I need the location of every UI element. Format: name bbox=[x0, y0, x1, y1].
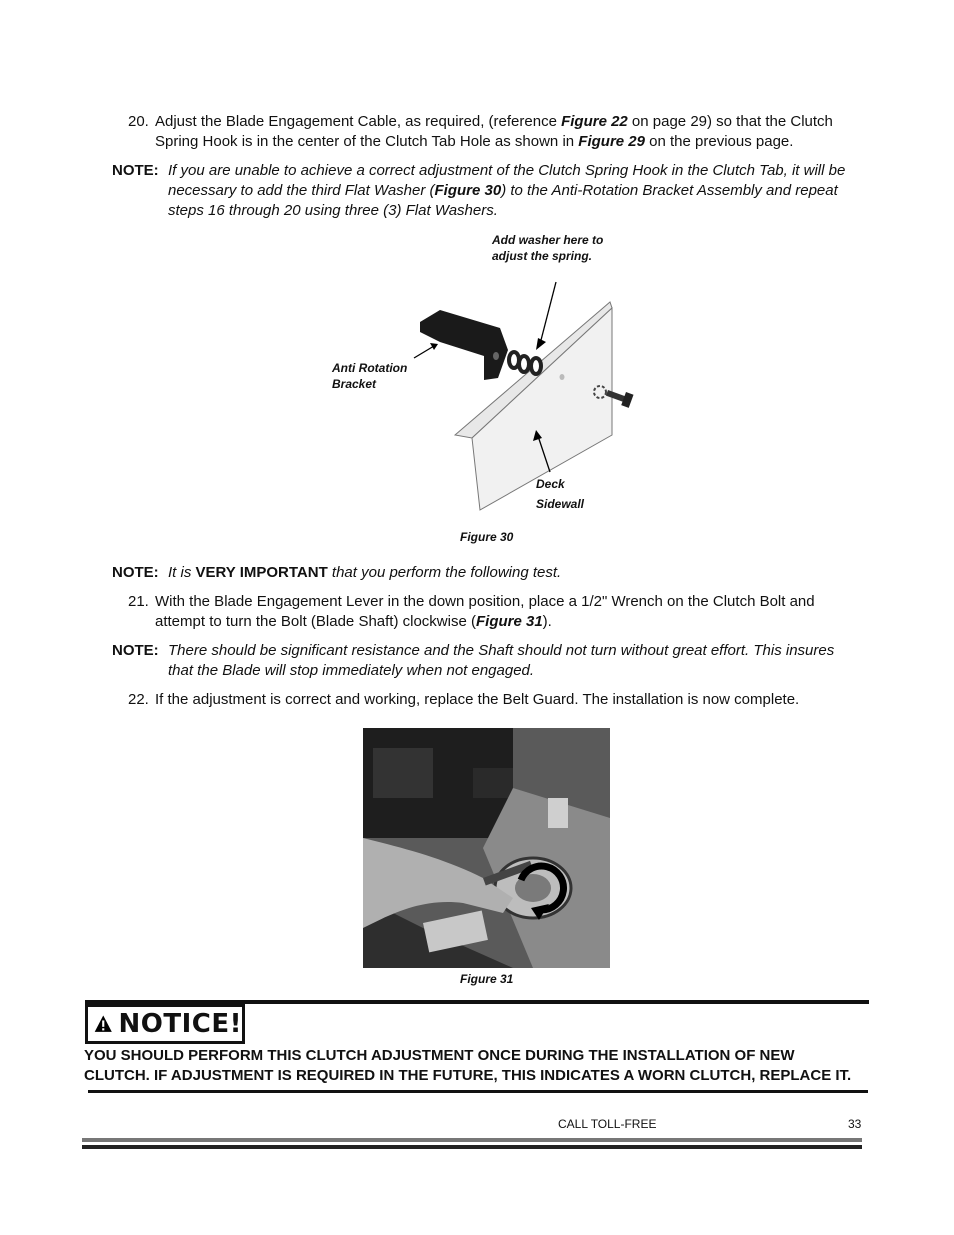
washer-icon bbox=[531, 358, 541, 374]
figure-reference: Figure 29 bbox=[578, 133, 645, 150]
footer-rule-light bbox=[82, 1138, 862, 1142]
warning-triangle-icon bbox=[94, 1011, 113, 1037]
step-21 bbox=[128, 592, 848, 634]
page-number: 33 bbox=[848, 1117, 862, 1131]
step-text: With the Blade Engagement Lever in the down position, place a 1/2" Wrench on the Clutch Bolt and attempt to turn the Bolt (Blade Shaft) clockwise (Figure 31). bbox=[155, 593, 815, 630]
step-text: If the adjustment is correct and working, replace the Belt Guard. The installation is now complete. bbox=[155, 691, 800, 708]
note-text: If you are unable to achieve a correct adjustment of the Clutch Spring Hook in the Clutch Tab, it will be necessary to add the third Flat Washer (Figure 30) to the Anti-Rotation Bracket Assembly and repeat steps 16 through 20 using three (3) Flat Washers. bbox=[168, 162, 846, 219]
label-sidewall: Sidewall bbox=[536, 497, 585, 511]
deck-hole bbox=[560, 374, 565, 380]
figure-30-illustration bbox=[400, 270, 660, 520]
step-text: Adjust the Blade Engagement Cable, as required, (reference Figure 22 on page 29) so that the Clutch Spring Hook is in the center of the Clutch Tab Hole as shown in Figure 29 on the previous page. bbox=[155, 113, 833, 150]
step-number: 21. bbox=[128, 593, 149, 610]
step-number: 22. bbox=[128, 691, 149, 708]
note-important bbox=[112, 563, 857, 583]
note-resistance bbox=[112, 641, 857, 683]
figure-31-caption: Figure 31 bbox=[460, 972, 514, 986]
figure-reference: Figure 31 bbox=[475, 613, 543, 630]
washer-pointer-arrowhead bbox=[536, 338, 546, 350]
footer-rule-dark bbox=[82, 1145, 862, 1149]
step-22 bbox=[128, 690, 848, 712]
emphasis: VERY IMPORTANT bbox=[195, 564, 328, 581]
label-anti-rotation-bracket: Anti Rotation Bracket bbox=[332, 361, 408, 391]
figure-30-caption: Figure 30 bbox=[460, 530, 514, 544]
note-text: It is VERY IMPORTANT that you perform the following test. bbox=[168, 564, 562, 581]
engine-detail bbox=[373, 748, 433, 798]
notice-badge bbox=[85, 1004, 245, 1044]
footer-call-toll-free: CALL TOLL-FREE bbox=[558, 1117, 657, 1131]
bracket-pointer-arrowhead bbox=[430, 343, 438, 350]
note-text: There should be significant resistance and the Shaft should not turn without great effort. This insures that the Blade will stop immediately when not engaged. bbox=[168, 642, 835, 679]
washer-pointer-line bbox=[540, 282, 556, 344]
note-washer bbox=[112, 161, 857, 223]
engine-component bbox=[473, 768, 513, 798]
note-label: NOTE: bbox=[112, 642, 159, 659]
deck-label bbox=[548, 798, 568, 828]
label-add-washer: Add washer here to adjust the spring. bbox=[492, 233, 604, 263]
label-deck: Deck bbox=[536, 477, 565, 491]
notice-bottom-rule bbox=[88, 1090, 868, 1093]
note-label: NOTE: bbox=[112, 564, 159, 581]
figure-reference: Figure 22 bbox=[561, 113, 628, 130]
figure-reference: Figure 30 bbox=[434, 182, 502, 199]
figure-31-photo bbox=[363, 728, 610, 968]
bracket-pointer-line bbox=[414, 346, 434, 358]
bracket-hole bbox=[493, 352, 499, 360]
step-number: 20. bbox=[128, 113, 149, 130]
notice-heading: NOTICE! bbox=[118, 1009, 242, 1039]
note-label: NOTE: bbox=[112, 162, 159, 179]
notice-text: YOU SHOULD PERFORM THIS CLUTCH ADJUSTMENT ONCE DURING THE INSTALLATION OF NEW CLUTCH. IF ADJUSTMENT IS REQUIRED IN THE FUTURE, THIS INDICATES A WORN CLUTCH, REPLACE IT. bbox=[84, 1047, 852, 1084]
washer-icon bbox=[519, 356, 529, 372]
step-20 bbox=[128, 112, 848, 154]
